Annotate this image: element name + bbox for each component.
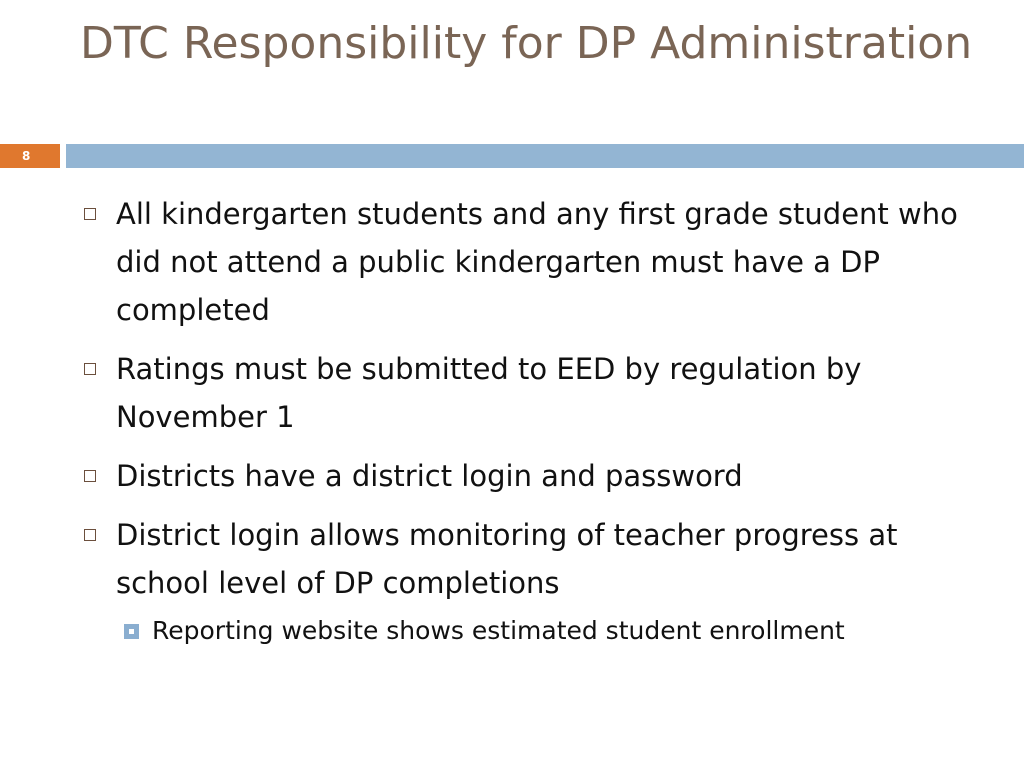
page-number-badge: [0, 144, 60, 168]
checkbox-bullet-icon: [84, 470, 96, 482]
sub-bullet-text: Reporting website shows estimated student enrollment: [152, 616, 845, 645]
page-number: 8: [22, 149, 31, 163]
bullet-text: Districts have a district login and password: [116, 459, 743, 493]
title-divider-bar: [66, 144, 1024, 168]
sub-bullet-item: [78, 612, 978, 650]
bullet-text: All kindergarten students and any first grade student who did not attend a public kindergarten must have a DP completed: [116, 197, 958, 327]
bullet-item: [78, 345, 978, 441]
bullet-list: [78, 190, 978, 650]
checkbox-bullet-icon: [84, 208, 96, 220]
bullet-item: [78, 190, 978, 334]
checkbox-bullet-icon: [84, 363, 96, 375]
square-bullet-icon: [124, 624, 139, 639]
bullet-text: District login allows monitoring of teacher progress at school level of DP completions: [116, 518, 898, 600]
slide-title: DTC Responsibility for DP Administration: [80, 18, 973, 69]
bullet-text: Ratings must be submitted to EED by regulation by November 1: [116, 352, 862, 434]
checkbox-bullet-icon: [84, 529, 96, 541]
bullet-item: [78, 452, 978, 500]
bullet-item: [78, 511, 978, 607]
